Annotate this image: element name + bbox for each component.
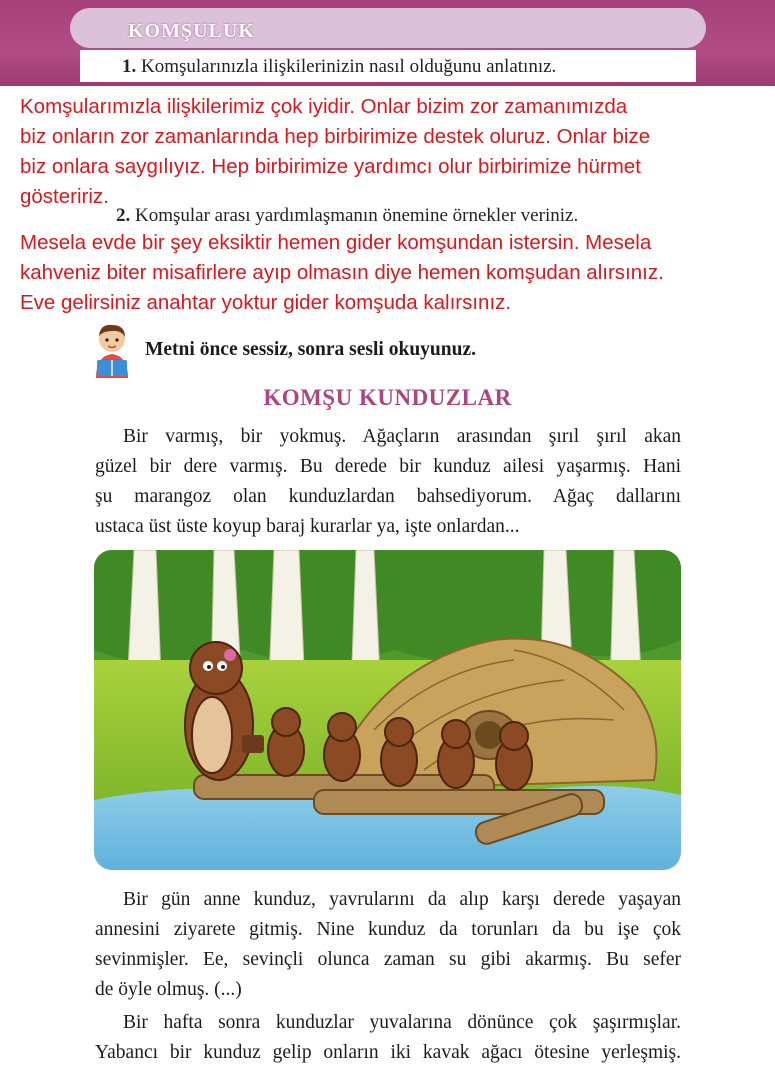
paragraph-line: Bir hafta sonra kunduzlar yuvalarına dönünce çok şaşırmışlar. bbox=[123, 1012, 681, 1033]
story-paragraph-3 bbox=[95, 1008, 681, 1068]
beaver-illustration bbox=[94, 550, 681, 870]
paragraph-line: Yabancı bir kunduz gelip onların iki kavak ağacı ötesine yerleşmiş. bbox=[95, 1042, 681, 1063]
question-1 bbox=[122, 56, 556, 78]
paragraph-line: annesini ziyarete gitmiş. Nine kunduz da torunları da bu işe çok bbox=[95, 919, 681, 940]
answer-1-line: Komşularımızla ilişkilerimiz çok iyidir. Onlar bizim zor zamanımızda bbox=[20, 95, 628, 118]
question-2-number: 2. bbox=[116, 205, 131, 226]
question-1-number: 1. bbox=[122, 56, 137, 77]
story-title: KOMŞU KUNDUZLAR bbox=[263, 385, 512, 410]
paragraph-line: güzel bir dere varmış. Bu derede bir kunduz ailesi yaşarmış. Hani bbox=[95, 456, 681, 477]
answer-1 bbox=[20, 92, 650, 212]
paragraph-line: ustaca üst üste koyup baraj kurarlar ya, işte onlardan... bbox=[95, 516, 520, 537]
answer-2-line: kahveniz biter misafirlere ayıp olmasın diye hemen komşudan alırsınız. bbox=[20, 261, 664, 284]
section-title: KOMŞULUK bbox=[128, 20, 255, 42]
paragraph-line: sevinmişler. Ee, sevinçli olunca zaman su gibi akarmış. Bu sefer bbox=[95, 949, 681, 970]
story-paragraph-2 bbox=[95, 885, 681, 1005]
story-paragraph-1 bbox=[95, 422, 681, 542]
reading-instruction: Metni önce sessiz, sonra sesli okuyunuz. bbox=[145, 339, 476, 360]
paragraph-line: de öyle olmuş. (...) bbox=[95, 979, 242, 1000]
answer-1-line: biz onların zor zamanlarında hep birbirimize destek oluruz. Onlar bize bbox=[20, 125, 651, 148]
question-2-text: Komşular arası yardımlaşmanın önemine örnekler veriniz. bbox=[135, 205, 579, 226]
question-2 bbox=[116, 205, 578, 227]
answer-2-line: Mesela evde bir şey eksiktir hemen gider komşundan istersin. Mesela bbox=[20, 231, 652, 254]
answer-1-line: gösteririz. bbox=[20, 185, 109, 208]
answer-2 bbox=[20, 228, 664, 318]
reading-child-icon bbox=[88, 322, 136, 378]
answer-2-line: Eve gelirsiniz anahtar yoktur gider komşuda kalırsınız. bbox=[20, 291, 512, 314]
answer-1-line: biz onlara saygılıyız. Hep birbirimize yardımcı olur birbirimize hürmet bbox=[20, 155, 641, 178]
paragraph-line: şu marangoz olan kunduzlardan bahsediyorum. Ağaç dallarını bbox=[95, 486, 681, 507]
question-1-text: Komşularınızla ilişkilerinizin nasıl olduğunu anlatınız. bbox=[141, 56, 557, 77]
paragraph-line: Bir gün anne kunduz, yavrularını da alıp karşı derede yaşayan bbox=[123, 889, 681, 910]
paragraph-line: Bir varmış, bir yokmuş. Ağaçların arasından şırıl şırıl akan bbox=[123, 426, 681, 447]
